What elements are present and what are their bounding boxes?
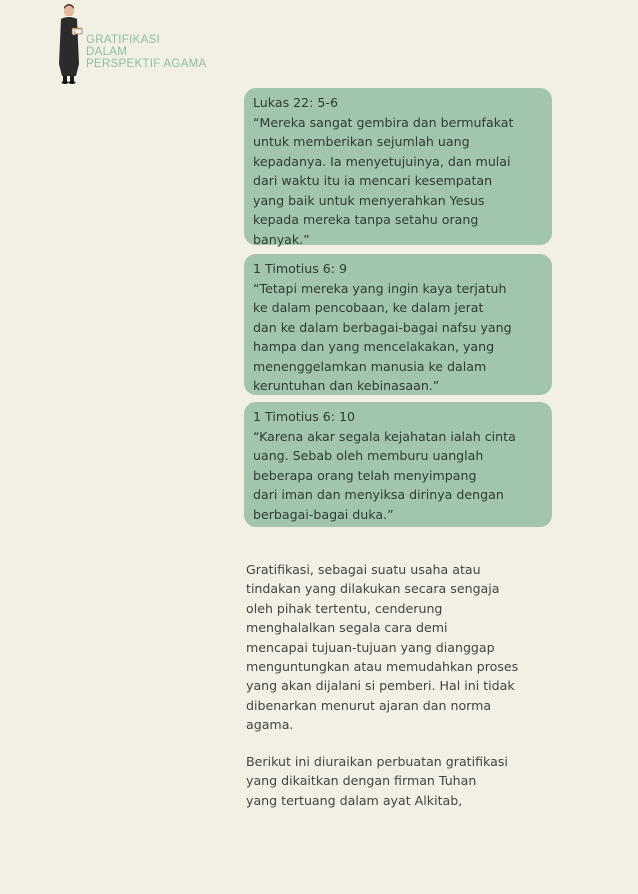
paragraph-gratifikasi: Gratifikasi, sebagai suatu usaha atau tindakan yang dilakukan secara sengaja oleh pihak tertentu, cenderung menghalalkan segala cara demi mencapai tujuan-tujuan yang dianggap menguntungkan atau memudahkan proses yang akan dijalani si pemberi. Hal ini tidak dibenarkan menurut ajaran dan norma agama. — [246, 562, 519, 733]
section-header — [86, 34, 206, 70]
verse-reference: Lukas 22: 5-6 — [253, 95, 338, 110]
verse-box-lukas — [244, 88, 552, 245]
verse-box-timotius-6-10 — [244, 402, 552, 527]
verse-text: “Karena akar segala kejahatan ialah cinta uang. Sebab oleh memburu uanglah beberapa orang telah menyimpang dari iman dan menyiksa dirinya dengan berbagai-bagai duka.” — [253, 428, 516, 522]
verse-text: “Mereka sangat gembira dan bermufakat untuk memberikan sejumlah uang kepadanya. Ia menyetujuinya, dan mulai dari waktu itu ia mencari kesempatan yang baik untuk menyerahkan Yesus kepada mereka tanpa setahu orang banyak.” — [253, 114, 514, 247]
verse-reference: 1 Timotius 6: 9 — [253, 261, 348, 276]
verse-text: “Tetapi mereka yang ingin kaya terjatuh ke dalam pencobaan, ke dalam jerat dan ke dalam berbagai-bagai nafsu yang hampa dan yang mencelakakan, yang menenggelamkan manusia ke dalam keruntuhan dan kebinasaan.” — [253, 280, 512, 393]
header-line-2: DALAM — [86, 46, 128, 58]
verse-reference: 1 Timotius 6: 10 — [253, 409, 356, 424]
priest-illustration — [52, 2, 86, 84]
paragraph-berikut: Berikut ini diuraikan perbuatan gratifikasi yang dikaitkan dengan firman Tuhan yang tertuang dalam ayat Alkitab, — [246, 754, 508, 808]
verse-box-timotius-6-9 — [244, 254, 552, 395]
header-line-1: GRATIFIKASI — [86, 34, 161, 46]
header-line-3: PERSPEKTIF AGAMA — [86, 58, 207, 70]
